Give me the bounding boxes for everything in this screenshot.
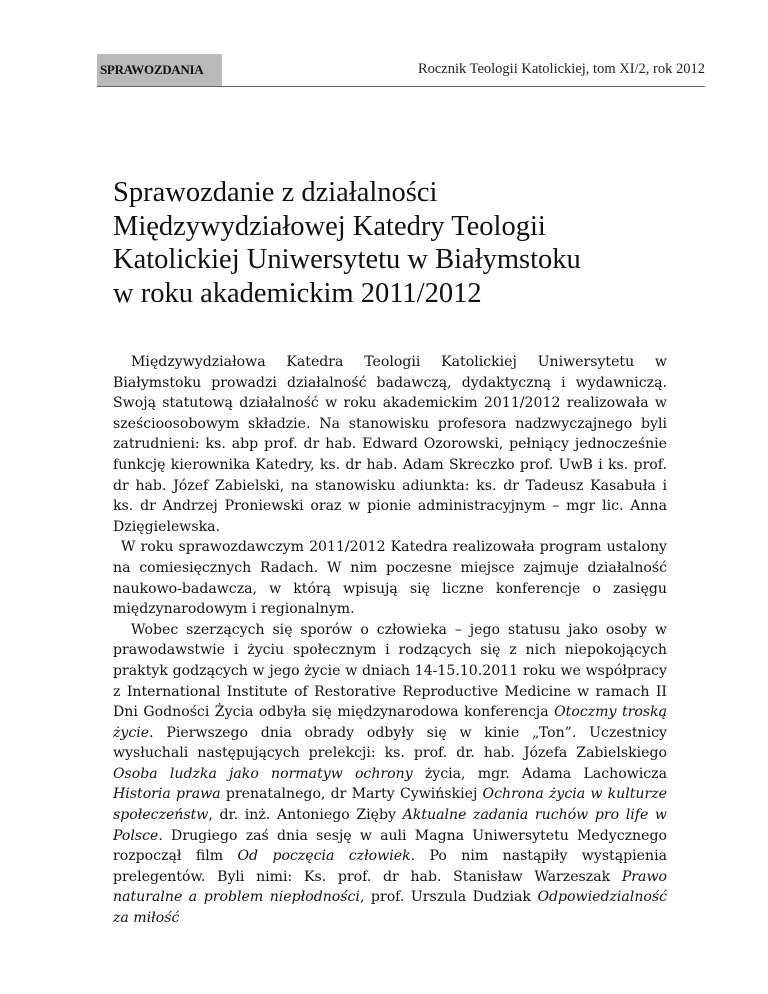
lecture-title: Osoba ludzka jako normatyw ochrony <box>113 765 413 782</box>
paragraph-1: Międzywydziałowa Katedra Teologii Katolickiej Uniwersytetu w Białymstoku prowadzi działalność badawczą, dydaktyczną i wydawniczą. Swoją statutową działalność w roku akademickim 2011/2012 realizowała w sześcioosobowym składzie. Na stanowisku profesora nadzwyczajnego byli zatrudnieni: ks. abp prof. dr hab. Edward Ozorowski, pełniący jednocześnie funkcję kierownika Katedry, ks. dr hab. Adam Skreczko prof. UwB i ks. prof. dr hab. Józef Zabielski, na stanowisku adiunkta: ks. dr Tadeusz Kasabuła i ks. dr Andrzej Proniewski oraz w pionie administracyjnym – mgr lic. Anna Dzięgielewska. <box>113 354 667 535</box>
lecture-title: Prawo naturalne a problem niepłodności <box>113 868 667 906</box>
lecture-title: Odpowiedzialność za miłość <box>113 889 668 927</box>
title-line: Sprawozdanie z działalności <box>113 177 438 208</box>
paragraph-2: W roku sprawozdawczym 2011/2012 Katedra realizowała program ustalony na comiesięcznych Radach. W nim poczesne miejsce zajmuje działalność naukowo-badawcza, w którą wpisują się liczne konferencje o zasięgu międzynarodowym i regionalnym. <box>113 539 667 618</box>
paragraph-3-text: . Po nim nastąpiły wystąpienia prelegentów. Byli nimi: Ks. prof. dr hab. Stanisław Warzeszak <box>113 848 667 885</box>
article-title <box>113 176 673 310</box>
journal-info: Rocznik Teologii Katolickiej, tom XI/2, rok 2012 <box>417 61 705 77</box>
paragraph-3-text: . Pierwszego dnia obrady odbyły się w kinie „Ton”. Uczestnicy wysłuchali następujących prelekcji: ks. prof. dr. hab. Józefa Zabielskiego <box>113 724 667 762</box>
conference-title: Otoczmy troską życie <box>113 704 668 741</box>
title-line: Międzywydziałowej Katedry Teologii <box>113 210 546 242</box>
lecture-title: Aktualne zadania ruchów pro life w Polsce <box>113 807 667 844</box>
paragraph-3-text: . Drugiego zaś dnia sesję w auli Magna Uniwersytetu Medycznego rozpoczął film <box>113 827 667 865</box>
title-line: w roku akademickim 2011/2012 <box>113 277 482 309</box>
paragraph-3 <box>113 620 667 929</box>
paragraph-3-text: życia, mgr. Adama Lachowicza <box>412 765 667 782</box>
section-label: SPRAWOZDANIA <box>97 54 222 86</box>
title-line: Katolickiej Uniwersytetu w Białymstoku <box>113 244 581 275</box>
paragraph-3-text: , prof. Urszula Dudziak <box>359 889 538 906</box>
lecture-title: Historia prawa <box>113 786 221 803</box>
paragraph-3-text: , dr. inż. Antoniego Zięby <box>208 807 403 824</box>
header-divider <box>97 86 705 87</box>
lecture-title: Ochrona życia w kulturze społeczeństw <box>113 786 667 824</box>
article-body <box>113 352 667 929</box>
paragraph-3-text: Wobec szerzących się sporów o człowieka – jego statusu jako osoby w prawodawstwie i życiu społecznym i rodzących się z nich niepokojących praktyk godzących w jego życie w dniach 14-15.10.2011 roku we współpracy z International Institute of Restorative Reproductive Medicine w ramach II Dni Godności Życia odbyła się międzynarodowa konferencja <box>113 621 667 721</box>
paragraph-3-text: prenatalnego, dr Marty Cywińskiej <box>220 786 483 803</box>
film-title: Od poczęcia człowiek <box>237 848 411 865</box>
